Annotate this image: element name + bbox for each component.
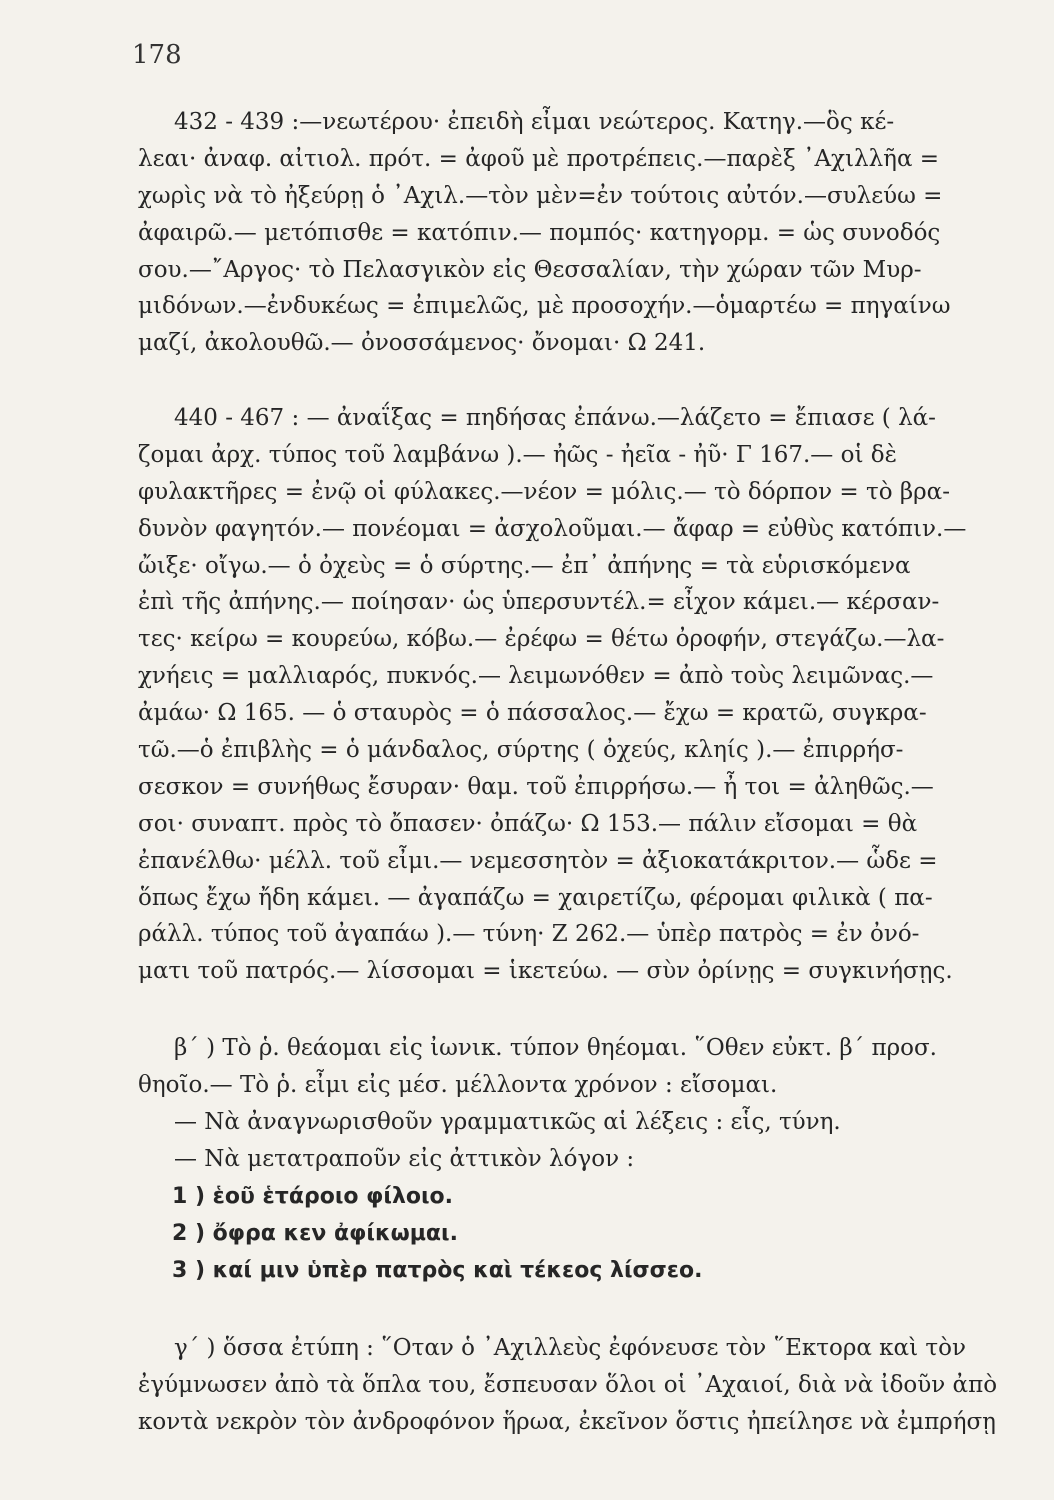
- text-line: — Νὰ ἀναγνωρισθοῦν γραμματικῶς αἱ λέξεις : εἷς, τύνη.: [174, 1108, 841, 1135]
- text-line: ὤιξε· οἴγω.— ὁ ὀχεὺς = ὁ σύρτης.— ἐπ᾿ ἀπήνης = τὰ εὑρισκόμενα: [138, 552, 911, 579]
- text-line: ζομαι ἀρχ. τύπος τοῦ λαμβάνω ).— ἠῶς - ἠεῖα - ἠῦ· Γ 167.— οἱ δὲ: [138, 441, 897, 468]
- text-line: χωρὶς νὰ τὸ ἠξεύρῃ ὁ ᾿Αχιλ.—τὸν μὲν=ἐν τούτοις αὐτόν.—συλεύω =: [138, 182, 943, 209]
- text-line: θηοῖο.— Τὸ ῥ. εἶμι εἰς μέσ. μέλλοντα χρόνον : εἴσομαι.: [138, 1071, 778, 1098]
- text-line: σοι· συναπτ. πρὸς τὸ ὄπασεν· ὀπάζω· Ω 153.— πάλιν εἴσομαι = θὰ: [138, 810, 918, 837]
- list-item: 2 ) ὄφρα κεν ἀφίκωμαι.: [172, 1221, 458, 1246]
- section-gamma: [138, 1330, 1014, 1441]
- text-line: β΄ ) Τὸ ῥ. θεάομαι εἰς ἰωνικ. τύπον θηέομαι. ῞Οθεν εὐκτ. β΄ προσ.: [174, 1035, 937, 1061]
- text-line: ἐπανέλθω· μέλλ. τοῦ εἶμι.— νεμεσσητὸν = ἀξιοκατάκριτον.— ὧδε =: [138, 847, 938, 874]
- text-line: φυλακτῆρες = ἐνῷ οἱ φύλακες.—νέον = μόλις.— τὸ δόρπον = τὸ βρα-: [138, 478, 950, 505]
- text-line: — Νὰ μετατραποῦν εἰς ἀττικὸν λόγον :: [174, 1145, 635, 1172]
- exercise-list: [172, 1178, 1048, 1289]
- text-line: μιδόνων.—ἐνδυκέως = ἐπιμελῶς, μὲ προσοχήν.—ὁμαρτέω = πηγαίνω: [138, 293, 951, 320]
- text-line: τες· κείρω = κουρεύω, κόβω.— ἐρέφω = θέτω ὀροφήν, στεγάζω.—λα-: [138, 626, 945, 653]
- commentary-432-439: [138, 104, 1014, 362]
- text-line: ἀφαιρῶ.— μετόπισθε = κατόπιν.— πομπός· κατηγορμ. = ὡς συνοδός: [138, 219, 941, 246]
- text-line: τῶ.—ὁ ἐπιβλὴς = ὁ μάνδαλος, σύρτης ( ὀχεύς, κληίς ).— ἐπιρρήσ-: [138, 737, 904, 764]
- text-line: 432 - 439 :—νεωτέρου· ἐπειδὴ εἶμαι νεώτερος. Κατηγ.—ὃς κέ-: [174, 109, 895, 135]
- text-line: γ΄ ) ὅσσα ἐτύπη : ῞Οταν ὁ ᾿Αχιλλεὺς ἐφόνευσε τὸν ῞Εκτορα καὶ τὸν: [174, 1335, 966, 1361]
- page-number: 178: [132, 40, 182, 70]
- text-line: ἐγύμνωσεν ἀπὸ τὰ ὅπλα του, ἔσπευσαν ὅλοι οἱ ᾿Αχαιοί, διὰ νὰ ἰδοῦν ἀπὸ: [138, 1371, 998, 1398]
- section-beta: [138, 1030, 1014, 1178]
- text-line: ἀμάω· Ω 165. — ὁ σταυρὸς = ὁ πάσσαλος.— ἔχω = κρατῶ, συγκρα-: [138, 700, 927, 727]
- commentary-440-467: [138, 400, 1014, 990]
- text-line: ματι τοῦ πατρός.— λίσσομαι = ἱκετεύω. — σὺν ὀρίνῃς = συγκινήσῃς.: [138, 958, 953, 985]
- text-line: 440 - 467 : — ἀναΐξας = πηδήσας ἐπάνω.—λάζετο = ἔπιασε ( λά-: [174, 405, 936, 431]
- text-line: λεαι· ἀναφ. αἰτιολ. πρότ. = ἀφοῦ μὲ προτρέπεις.—παρὲξ ᾿Αχιλλῆα =: [138, 145, 940, 172]
- list-item: 1 ) ἑοῦ ἑτάροιο φίλοιο.: [172, 1184, 454, 1209]
- text-line: σου.—῎Αργος· τὸ Πελασγικὸν εἰς Θεσσαλίαν, τὴν χώραν τῶν Μυρ-: [138, 256, 922, 283]
- text-line: χνήεις = μαλλιαρός, πυκνός.— λειμωνόθεν = ἀπὸ τοὺς λειμῶνας.—: [138, 663, 934, 690]
- text-line: κοντὰ νεκρὸν τὸν ἀνδροφόνον ἥρωα, ἐκεῖνον ὅστις ἠπείλησε νὰ ἐμπρήσῃ: [138, 1408, 996, 1435]
- text-line: μαζί, ἀκολουθῶ.— ὀνοσσάμενος· ὄνομαι· Ω 241.: [138, 330, 706, 357]
- text-line: ράλλ. τύπος τοῦ ἀγαπάω ).— τύνη· Ζ 262.— ὑπὲρ πατρὸς = ἐν ὀνό-: [138, 921, 920, 948]
- text-line: ἐπὶ τῆς ἀπήνης.— ποίησαν· ὡς ὑπερσυντέλ.= εἶχον κάμει.— κέρσαν-: [138, 589, 940, 616]
- text-line: δυνὸν φαγητόν.— πονέομαι = ἀσχολοῦμαι.— ἄφαρ = εὐθὺς κατόπιν.—: [138, 515, 967, 542]
- text-line: σεσκον = συνήθως ἔσυραν· θαμ. τοῦ ἐπιρρήσω.— ἦ τοι = ἀληθῶς.—: [138, 773, 934, 800]
- text-line: ὅπως ἔχω ἤδη κάμει. — ἀγαπάζω = χαιρετίζω, φέρομαι φιλικὰ ( πα-: [138, 884, 933, 911]
- list-item: 3 ) καί μιν ὑπὲρ πατρὸς καὶ τέκεος λίσσεο.: [172, 1258, 703, 1283]
